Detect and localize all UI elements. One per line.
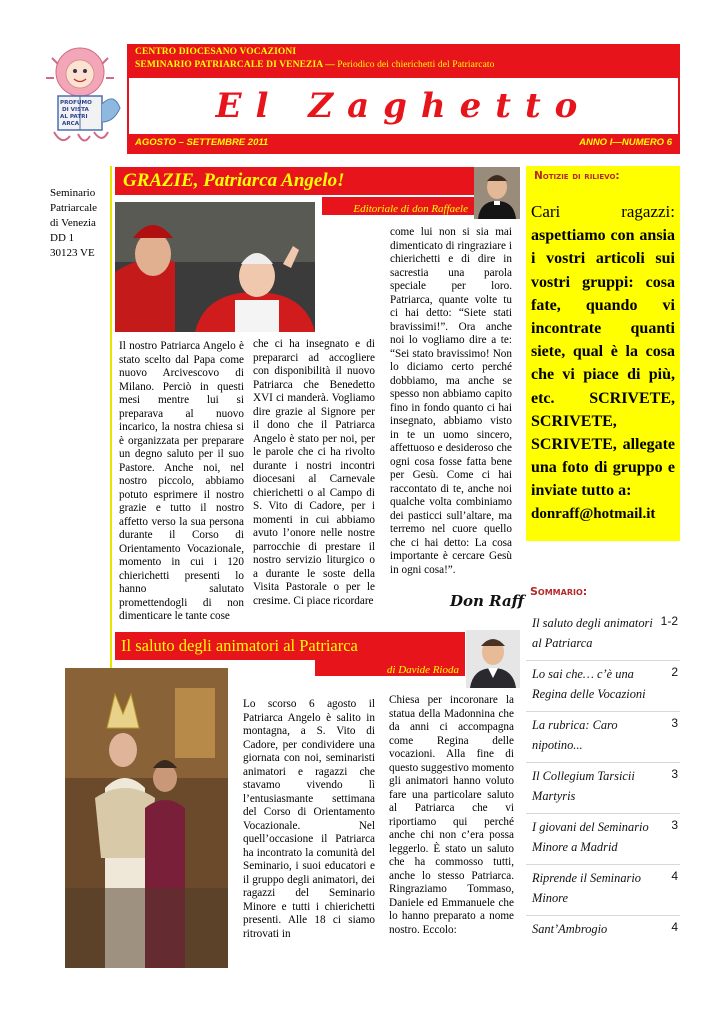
masthead-title-band (127, 78, 680, 134)
summary-item[interactable] (526, 865, 680, 916)
lion-logo (44, 44, 124, 156)
org-line-1: CENTRO DIOCESANO VOCAZIONI (135, 47, 297, 57)
address-line: di Venezia (50, 217, 96, 229)
summary-item-title: Il saluto degli animatori al Patriarca (532, 616, 653, 650)
article-1-signature: Don Raff (450, 592, 525, 610)
author-photo-don-raffaele (474, 167, 520, 219)
newsletter-title: El Zaghetto (215, 86, 592, 126)
summary-item[interactable] (526, 712, 680, 763)
article-1-title-bar (115, 167, 520, 195)
article-2-column-2: Chiesa per incoronare la statua della Madonnina che da anni ci accompagna come Regina delle vocazioni. Alla fine di questo suggestivo momento gli animatori hanno voluto fare una particolare saluto al Patriarca che vi riportiamo qui perché anche chi non c’era possa leggerlo. È stato un saluto che ha commosso tutti, anche lo stesso Patriarca. Ringraziamo Tommaso, Daniele ed Emmanuele che lo hanno preparato a nome nostro. Eccolo: (389, 694, 514, 936)
article-2-title: Il saluto degli animatori al Patriarca (121, 636, 358, 655)
summary-heading: Sommario: (530, 585, 588, 598)
article-2-title-bar (115, 632, 465, 660)
summary-item[interactable] (526, 610, 680, 661)
summary-item-title: Lo sai che… c’è una Regina delle Vocazioni (532, 667, 646, 701)
address-line: 30123 VE (50, 247, 95, 259)
news-email-link[interactable]: donraff@hotmail.it (531, 505, 656, 522)
article-1-column-1: Il nostro Patriarca Angelo è stato scelto dal Papa come nuovo Arcivescovo di Milano. Perciò in questi mesi mentre lui si preparava al nuovo incarico, la nostra chiesa si è organizzata per preparare un degno saluto per il suo Pastore. Anche noi, nel nostro piccolo, abbiamo potuto esprimere il nostro grazie e tutto il nostro affetto verso la sua persona durante il Corso di Orientamento Vocazionale, momento in cui i 120 chierichetti presenti lo hanno salutato promettendogli di non dimenticare le tante cose (119, 340, 244, 622)
address-line: DD 1 (50, 232, 75, 244)
article-1-title: GRAZIE, Patriarca Angelo! (123, 170, 345, 191)
summary-item-page: 2 (671, 665, 678, 679)
summary-item-page: 3 (671, 818, 678, 832)
summary-item[interactable] (526, 814, 680, 865)
svg-text:PROFUMO: PROFUMO (60, 100, 92, 106)
summary-item[interactable] (526, 916, 680, 967)
issue-number: ANNO I—NUMERO 6 (579, 137, 672, 148)
summary-item-page: 1-2 (660, 614, 678, 628)
summary-item-title: La rubrica: Caro nipotino... (532, 718, 618, 752)
svg-text:ARCA: ARCA (62, 121, 80, 127)
article-2-byline-bar (315, 658, 465, 676)
news-heading: Notizie di rilievo: (534, 170, 620, 182)
address-line: Patriarcale (50, 202, 98, 214)
article-2-column-1: Lo scorso 6 agosto il Patriarca Angelo è salito in montagna, a S. Vito di Cadore, per condividere una giornata con noi, seminaristi animatori e ragazzi che stavamo vivendo lì l’entusiasmante settimana del Corso di Orientamento Vocazionale. Nel quell’occasione il Patriarca ha incontrato la comunità del Seminario, i suoi educatori e il gruppo degli animatori, dei ragazzi del Seminario Minore e tutti i chierichetti presenti. Alle 18 ci siamo ritrovati in (243, 698, 375, 940)
summary-item-title: Il Collegium Tarsicii Martyris (532, 769, 635, 803)
article-2-byline: di Davide Rioda (386, 664, 459, 676)
patriarch-greeting-photo (65, 668, 228, 968)
summary-item-page: 3 (671, 716, 678, 730)
article-1-byline: Editoriale di don Raffaele (353, 203, 468, 215)
summary-item[interactable] (526, 763, 680, 814)
news-highlight-box (526, 166, 680, 541)
summary-item-title: Riprende il Seminario Minore (532, 871, 641, 905)
summary-item-title: I giovani del Seminario Minore a Madrid (532, 820, 649, 854)
summary-item-page: 3 (671, 767, 678, 781)
issue-bar (127, 134, 680, 154)
periodical-tagline: Periodico dei chierichetti del Patriarcato (337, 60, 495, 70)
summary-item[interactable] (526, 661, 680, 712)
address-line: Seminario (50, 187, 96, 199)
cardinal-and-pope-photo (115, 202, 315, 332)
svg-text:DI VISTA: DI VISTA (62, 107, 89, 113)
news-text: aspettiamo con ansia i vostri articoli sui vostri gruppi: cosa fate, quando vi incontrate quanti siete, qual è la cosa che vi piace di più, etc. SCRIVETE, SCRIVETE, SCRIVETE, allegate una foto di gruppo e inviate tutto a: (531, 227, 675, 500)
article-1-byline-bar (322, 197, 474, 215)
masthead-header (127, 44, 680, 78)
summary-item-page: 4 (671, 920, 678, 934)
org-line-2: SEMINARIO PATRIARCALE DI VENEZIA — Periodico dei chierichetti del Patriarcato (135, 60, 495, 70)
news-greeting: Cari ragazzi: (531, 202, 675, 221)
svg-text:AL PATRI: AL PATRI (60, 114, 88, 120)
summary-item-title: Sant’Ambrogio (532, 922, 608, 936)
article-1-column-2: che ci ha insegnato e di prepararci ad accogliere con disponibilità il nuovo Patriarca che Benedetto XVI ci manderà. Vogliamo dire grazie al Signore per il dono che il Patriarca Angelo è stato per noi, per le parole che ci ha rivolto durante i nostri incontri diocesani al Carnevale chierichetti o al Campo di S. Vito di Cadore, per i momenti in cui abbiamo avuto l’onore nelle nostre parrocchie di prestare il nostro servizio liturgico o a durante le soste della Visita Pastorale o per le cresime. Ci piace ricordare (253, 338, 375, 607)
news-body (531, 200, 675, 526)
summary-list (526, 610, 680, 967)
article-1-column-3: come lui non si sia mai dimenticato di ringraziare i chierichetti e di dire in sacrestia una parola speciale per loro. Patriarca, quante volte tu ci hai detto: “Siete stati bravissimi!”. Ora anche noi lo vogliamo dire a te: “Sei stato bravissimo! Non lo diciamo certo perché dobbiamo, ma anche se spesso non abbiamo capito fino in fondo quanto ci hai insegnato, abbiamo visto in te un uomo sincero, affettuoso e desideroso che ogni cosa fosse fatta bene per Gesù. Come ci hai raccontato di te, anche noi qualche volta combiniamo dei pasticci sull’altare, ma terremo nel cuore quello che ci hai detto: La cosa importante è cercare Gesù in ogni cosa!”. (390, 226, 512, 576)
summary-item-page: 4 (671, 869, 678, 883)
author-photo-davide-rioda (466, 630, 520, 688)
issue-date: AGOSTO – SETTEMBRE 2011 (135, 137, 269, 148)
